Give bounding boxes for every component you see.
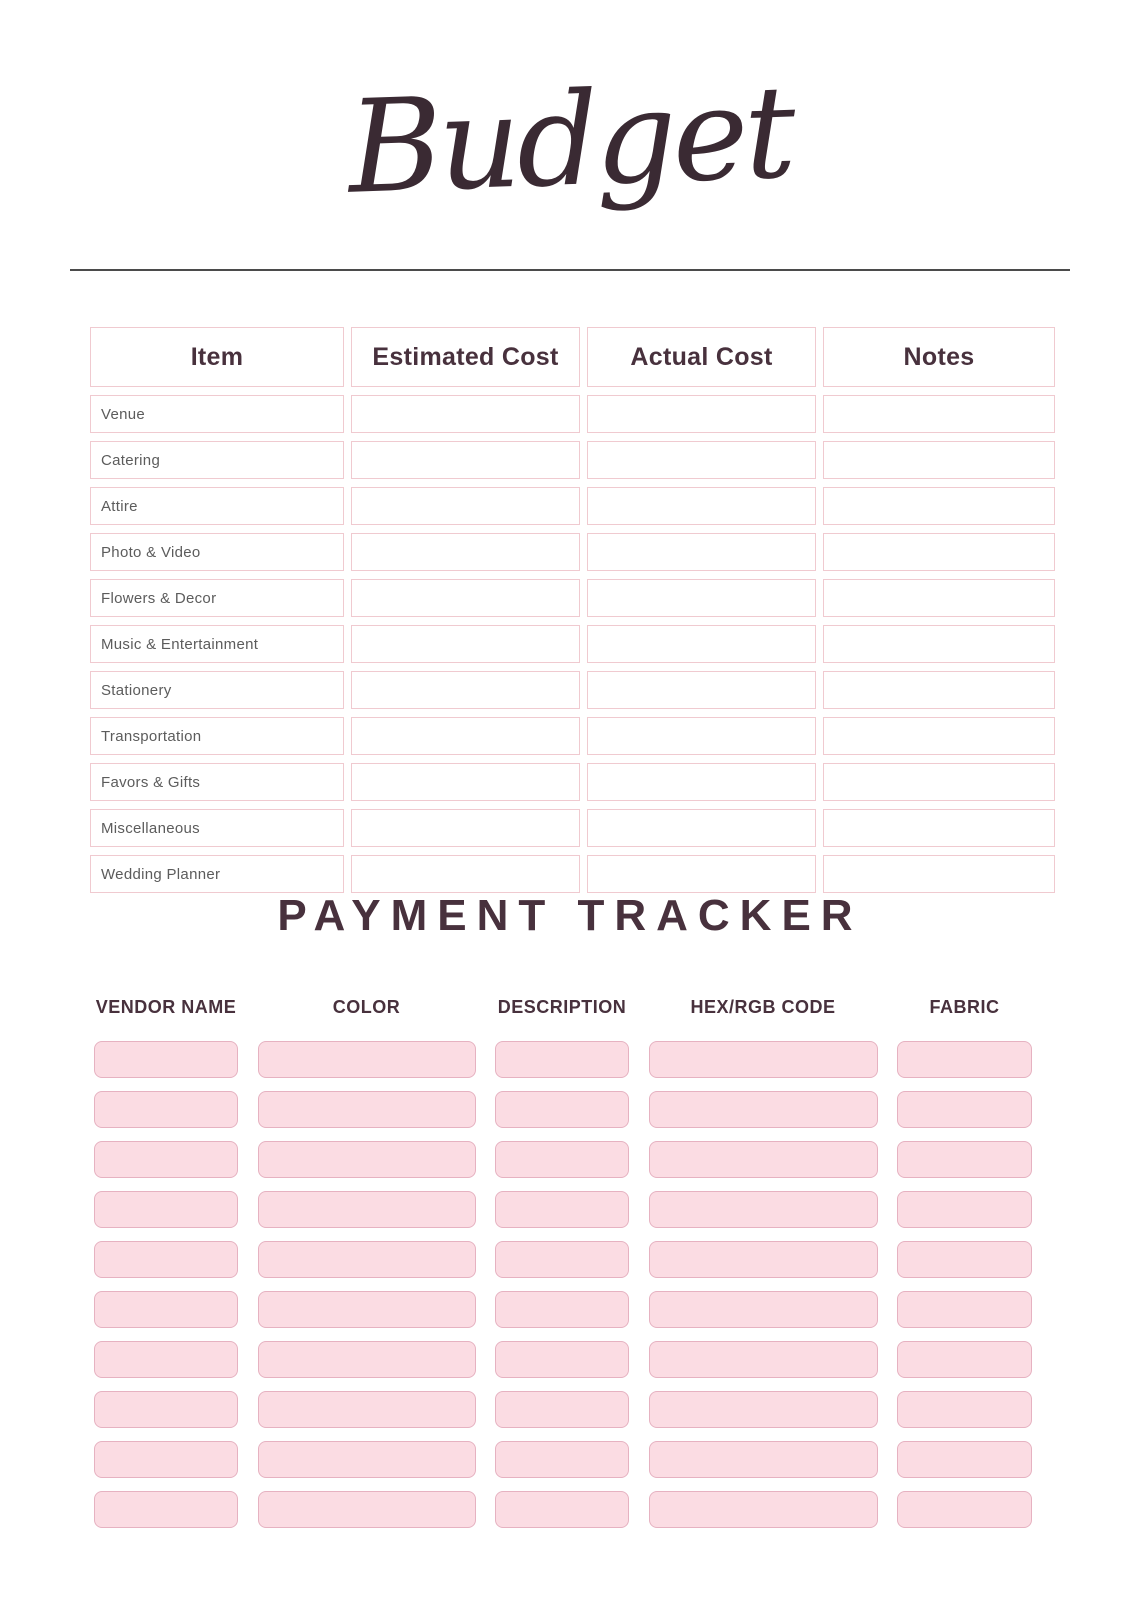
payment-tracker-title: PAYMENT TRACKER — [277, 891, 863, 940]
estimated-cost-cell[interactable] — [351, 717, 580, 755]
budget-item-label: Stationery — [90, 671, 344, 709]
notes-cell[interactable] — [823, 809, 1055, 847]
notes-cell[interactable] — [823, 763, 1055, 801]
budget-row — [90, 809, 1055, 847]
budget-item-label: Music & Entertainment — [90, 625, 344, 663]
actual-cost-cell[interactable] — [587, 441, 816, 479]
fabric-field[interactable] — [897, 1141, 1032, 1178]
fabric-field[interactable] — [897, 1441, 1032, 1478]
fabric-field[interactable] — [897, 1241, 1032, 1278]
description-field[interactable] — [495, 1241, 629, 1278]
fabric-field[interactable] — [897, 1091, 1032, 1128]
color-field[interactable] — [258, 1391, 476, 1428]
hex-rgb-code-field[interactable] — [649, 1091, 878, 1128]
color-field[interactable] — [258, 1341, 476, 1378]
estimated-cost-cell[interactable] — [351, 625, 580, 663]
notes-cell[interactable] — [823, 625, 1055, 663]
budget-header-actual-cost: Actual Cost — [587, 327, 816, 387]
description-field[interactable] — [495, 1041, 629, 1078]
budget-item-label: Transportation — [90, 717, 344, 755]
tracker-header-color: COLOR — [332, 997, 401, 1017]
actual-cost-cell[interactable] — [587, 763, 816, 801]
vendor-name-field[interactable] — [94, 1491, 238, 1528]
notes-cell[interactable] — [823, 487, 1055, 525]
estimated-cost-cell[interactable] — [351, 487, 580, 525]
payment-tracker-grid — [94, 1041, 1032, 1528]
budget-table-header-row — [90, 327, 1055, 387]
tracker-header-description: DESCRIPTION — [497, 997, 627, 1017]
budget-row — [90, 717, 1055, 755]
budget-table-body — [90, 395, 1055, 893]
notes-cell[interactable] — [823, 717, 1055, 755]
description-field[interactable] — [495, 1491, 629, 1528]
actual-cost-cell[interactable] — [587, 487, 816, 525]
color-field[interactable] — [258, 1191, 476, 1228]
budget-item-label: Photo & Video — [90, 533, 344, 571]
notes-cell[interactable] — [823, 533, 1055, 571]
actual-cost-cell[interactable] — [587, 671, 816, 709]
color-field[interactable] — [258, 1491, 476, 1528]
hex-rgb-code-field[interactable] — [649, 1291, 878, 1328]
estimated-cost-cell[interactable] — [351, 395, 580, 433]
actual-cost-cell[interactable] — [587, 395, 816, 433]
budget-row — [90, 625, 1055, 663]
fabric-field[interactable] — [897, 1341, 1032, 1378]
notes-cell[interactable] — [823, 441, 1055, 479]
fabric-field[interactable] — [897, 1491, 1032, 1528]
description-field[interactable] — [495, 1341, 629, 1378]
color-field[interactable] — [258, 1241, 476, 1278]
budget-header-item: Item — [90, 327, 344, 387]
notes-cell[interactable] — [823, 855, 1055, 893]
payment-tracker-header-row — [94, 997, 1032, 1018]
vendor-name-field[interactable] — [94, 1341, 238, 1378]
budget-row — [90, 763, 1055, 801]
fabric-field[interactable] — [897, 1391, 1032, 1428]
budget-row — [90, 395, 1055, 433]
budget-row — [90, 533, 1055, 571]
hex-rgb-code-field[interactable] — [649, 1191, 878, 1228]
vendor-name-field[interactable] — [94, 1041, 238, 1078]
color-field[interactable] — [258, 1291, 476, 1328]
vendor-name-field[interactable] — [94, 1291, 238, 1328]
budget-row — [90, 671, 1055, 709]
vendor-name-field[interactable] — [94, 1241, 238, 1278]
estimated-cost-cell[interactable] — [351, 809, 580, 847]
estimated-cost-cell[interactable] — [351, 763, 580, 801]
fabric-field[interactable] — [897, 1191, 1032, 1228]
budget-item-label: Wedding Planner — [90, 855, 344, 893]
description-field[interactable] — [495, 1291, 629, 1328]
tracker-header-vendor-name: VENDOR NAME — [95, 997, 237, 1017]
estimated-cost-cell[interactable] — [351, 671, 580, 709]
budget-row — [90, 441, 1055, 479]
color-field[interactable] — [258, 1041, 476, 1078]
estimated-cost-cell[interactable] — [351, 579, 580, 617]
actual-cost-cell[interactable] — [587, 809, 816, 847]
hex-rgb-code-field[interactable] — [649, 1441, 878, 1478]
actual-cost-cell[interactable] — [587, 717, 816, 755]
budget-row — [90, 579, 1055, 617]
budget-table — [90, 327, 1055, 901]
hex-rgb-code-field[interactable] — [649, 1341, 878, 1378]
budget-item-label: Flowers & Decor — [90, 579, 344, 617]
color-field[interactable] — [258, 1091, 476, 1128]
budget-header-notes: Notes — [823, 327, 1055, 387]
actual-cost-cell[interactable] — [587, 579, 816, 617]
tracker-header-hex-rgb-code: HEX/RGB CODE — [690, 997, 836, 1017]
vendor-name-field[interactable] — [94, 1141, 238, 1178]
budget-item-label: Attire — [90, 487, 344, 525]
title-divider — [70, 269, 1070, 271]
fabric-field[interactable] — [897, 1291, 1032, 1328]
budget-item-label: Venue — [90, 395, 344, 433]
tracker-header-fabric: FABRIC — [929, 997, 1000, 1017]
page-title: Budget — [345, 58, 795, 223]
vendor-name-field[interactable] — [94, 1091, 238, 1128]
actual-cost-cell[interactable] — [587, 625, 816, 663]
actual-cost-cell[interactable] — [587, 855, 816, 893]
description-field[interactable] — [495, 1191, 629, 1228]
estimated-cost-cell[interactable] — [351, 855, 580, 893]
color-field[interactable] — [258, 1141, 476, 1178]
vendor-name-field[interactable] — [94, 1391, 238, 1428]
notes-cell[interactable] — [823, 671, 1055, 709]
budget-item-label: Favors & Gifts — [90, 763, 344, 801]
budget-item-label: Catering — [90, 441, 344, 479]
budget-header-estimated-cost: Estimated Cost — [351, 327, 580, 387]
description-field[interactable] — [495, 1391, 629, 1428]
description-field[interactable] — [495, 1141, 629, 1178]
hex-rgb-code-field[interactable] — [649, 1041, 878, 1078]
estimated-cost-cell[interactable] — [351, 441, 580, 479]
description-field[interactable] — [495, 1441, 629, 1478]
estimated-cost-cell[interactable] — [351, 533, 580, 571]
hex-rgb-code-field[interactable] — [649, 1141, 878, 1178]
hex-rgb-code-field[interactable] — [649, 1241, 878, 1278]
description-field[interactable] — [495, 1091, 629, 1128]
fabric-field[interactable] — [897, 1041, 1032, 1078]
budget-row — [90, 487, 1055, 525]
budget-row — [90, 855, 1055, 893]
notes-cell[interactable] — [823, 395, 1055, 433]
budget-item-label: Miscellaneous — [90, 809, 344, 847]
color-field[interactable] — [258, 1441, 476, 1478]
hex-rgb-code-field[interactable] — [649, 1491, 878, 1528]
vendor-name-field[interactable] — [94, 1191, 238, 1228]
actual-cost-cell[interactable] — [587, 533, 816, 571]
hex-rgb-code-field[interactable] — [649, 1391, 878, 1428]
vendor-name-field[interactable] — [94, 1441, 238, 1478]
notes-cell[interactable] — [823, 579, 1055, 617]
